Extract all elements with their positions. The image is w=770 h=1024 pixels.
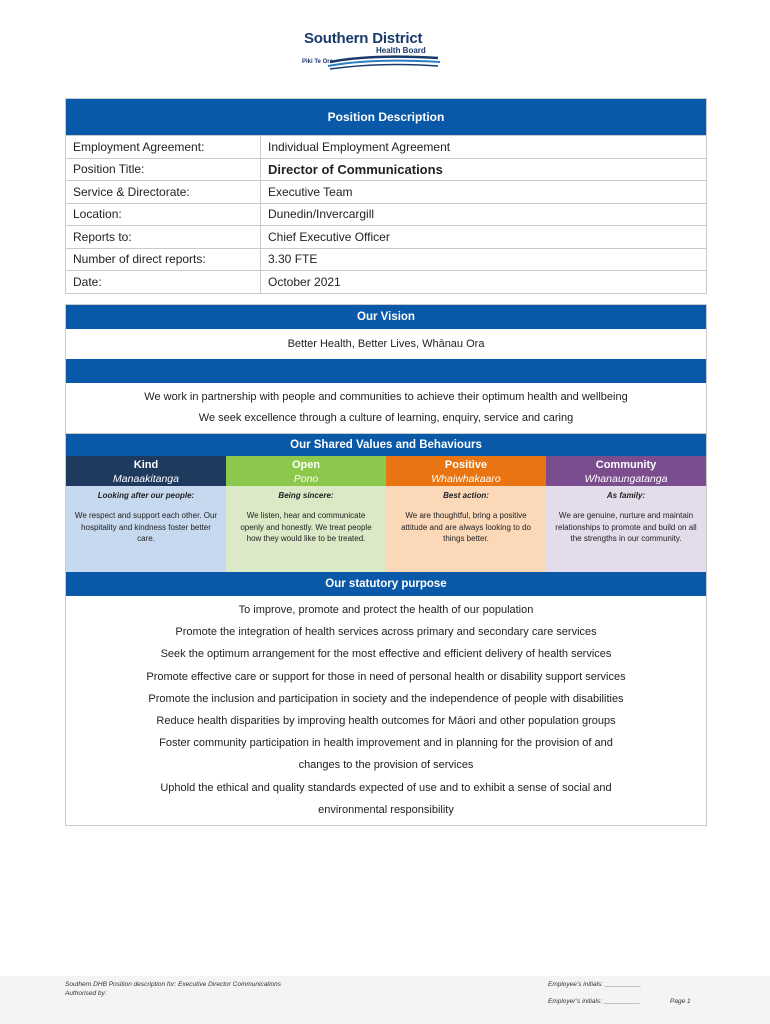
value-subhead: Being sincere: (278, 491, 334, 500)
value-kind (66, 456, 226, 574)
statutory-line: Seek the optimum arrangement for the most effective and efficient delivery of health services (160, 648, 612, 661)
table-row (66, 248, 707, 271)
table-row (66, 136, 707, 159)
value-header (66, 456, 226, 486)
footer-employee-initials: Employee’s initials: __________ (548, 981, 642, 988)
value-maori: Whanaungatanga (584, 473, 668, 485)
value-name: Open (291, 459, 321, 471)
statutory-section (65, 572, 707, 826)
row-label: Date: (66, 271, 261, 294)
row-label: Position Title: (66, 158, 261, 181)
value-name: Community (595, 459, 657, 471)
row-label: Location: (66, 203, 261, 226)
value-subhead: Looking after our people: (97, 491, 195, 500)
statutory-line: environmental responsibility (318, 803, 454, 816)
value-header (226, 456, 386, 486)
table-row (66, 226, 707, 249)
row-label: Number of direct reports: (66, 248, 261, 271)
vision-line: We seek excellence through a culture of learning, enquiry, service and caring (198, 412, 574, 424)
value-header (386, 456, 546, 486)
row-label: Reports to: (66, 226, 261, 249)
footer-doc: Southern DHB Position description for: Executive Director Communications (65, 981, 282, 988)
position-description-table (65, 98, 707, 294)
value-name: Kind (133, 459, 159, 471)
value-positive (386, 456, 546, 574)
statutory-line: Promote the integration of health services across primary and secondary care services (175, 626, 597, 639)
value-text: We respect and support each other. Our hospitality and kindness foster better care. (74, 510, 218, 544)
position-title-value: Director of Communications (261, 158, 707, 181)
values-section (65, 434, 707, 572)
statutory-line: Promote the inclusion and participation in society and the independence of people with disabilities (148, 692, 624, 705)
value-subhead: As family: (606, 491, 646, 500)
value-body (546, 486, 706, 574)
value-body (226, 486, 386, 574)
statutory-line: Promote effective care or support for those in need of personal health or disability support services (146, 670, 626, 683)
sdhb-logo (290, 28, 450, 78)
statutory-list (66, 596, 706, 821)
table-row (66, 181, 707, 204)
table-row (66, 203, 707, 226)
value-text: We listen, hear and communicate openly and honestly. We treat people how they would like to be treated. (240, 510, 372, 544)
page-title: Position Description (66, 99, 707, 136)
vision-text: Better Health, Better Lives, Whānau Ora (287, 338, 485, 350)
row-value: Executive Team (261, 181, 707, 204)
table-row (66, 158, 707, 181)
statutory-heading: Our statutory purpose (66, 572, 706, 596)
value-body (386, 486, 546, 574)
values-heading: Our Shared Values and Behaviours (66, 434, 706, 456)
logo-name: Southern District (304, 30, 423, 47)
table-row (66, 271, 707, 294)
statutory-line: Reduce health disparities by improving health outcomes for Māori and other population groups (156, 714, 616, 727)
statutory-line: To improve, promote and protect the health of our population (238, 604, 534, 616)
row-value: Dunedin/Invercargill (261, 203, 707, 226)
row-value: October 2021 (261, 271, 707, 294)
vision-heading: Our Vision (66, 305, 706, 329)
page-footer (0, 976, 770, 1024)
value-text: We are genuine, nurture and maintain relationships to promote and build on all the strengths in our community. (555, 510, 697, 544)
footer-page-number: Page 1 (670, 998, 691, 1005)
row-value: Chief Executive Officer (261, 226, 707, 249)
value-subhead: Best action: (443, 491, 489, 500)
value-header (546, 456, 706, 486)
footer-employer-initials: Employer’s initials: __________ (548, 998, 640, 1005)
row-label: Service & Directorate: (66, 181, 261, 204)
vision-line: We work in partnership with people and communities to achieve their optimum health and wellbeing (144, 391, 628, 403)
row-label: Employment Agreement: (66, 136, 261, 159)
value-body (66, 486, 226, 574)
footer-authorised: Authorised by: (65, 990, 107, 997)
value-maori: Whaiwhakaaro (431, 473, 501, 485)
statutory-line: Uphold the ethical and quality standards expected of use and to exhibit a sense of social and (160, 781, 612, 794)
logo-board: Health Board (376, 46, 426, 55)
value-text: We are thoughtful, bring a positive attitude and are always looking to do things better. (401, 510, 531, 544)
row-value: 3.30 FTE (261, 248, 707, 271)
value-community (546, 456, 706, 574)
vision-divider-bar (66, 359, 706, 383)
value-name: Positive (444, 459, 488, 471)
logo-tagline: Piki Te Ora (302, 59, 333, 65)
value-maori: Manaakitanga (113, 473, 179, 485)
row-value: Individual Employment Agreement (261, 136, 707, 159)
statutory-line: changes to the provision of services (298, 759, 474, 772)
statutory-line: Foster community participation in health improvement and in planning for the provision of and (159, 737, 613, 750)
value-maori: Pono (293, 473, 319, 485)
value-open (226, 456, 386, 574)
vision-section (65, 304, 707, 434)
values-grid (66, 456, 706, 574)
